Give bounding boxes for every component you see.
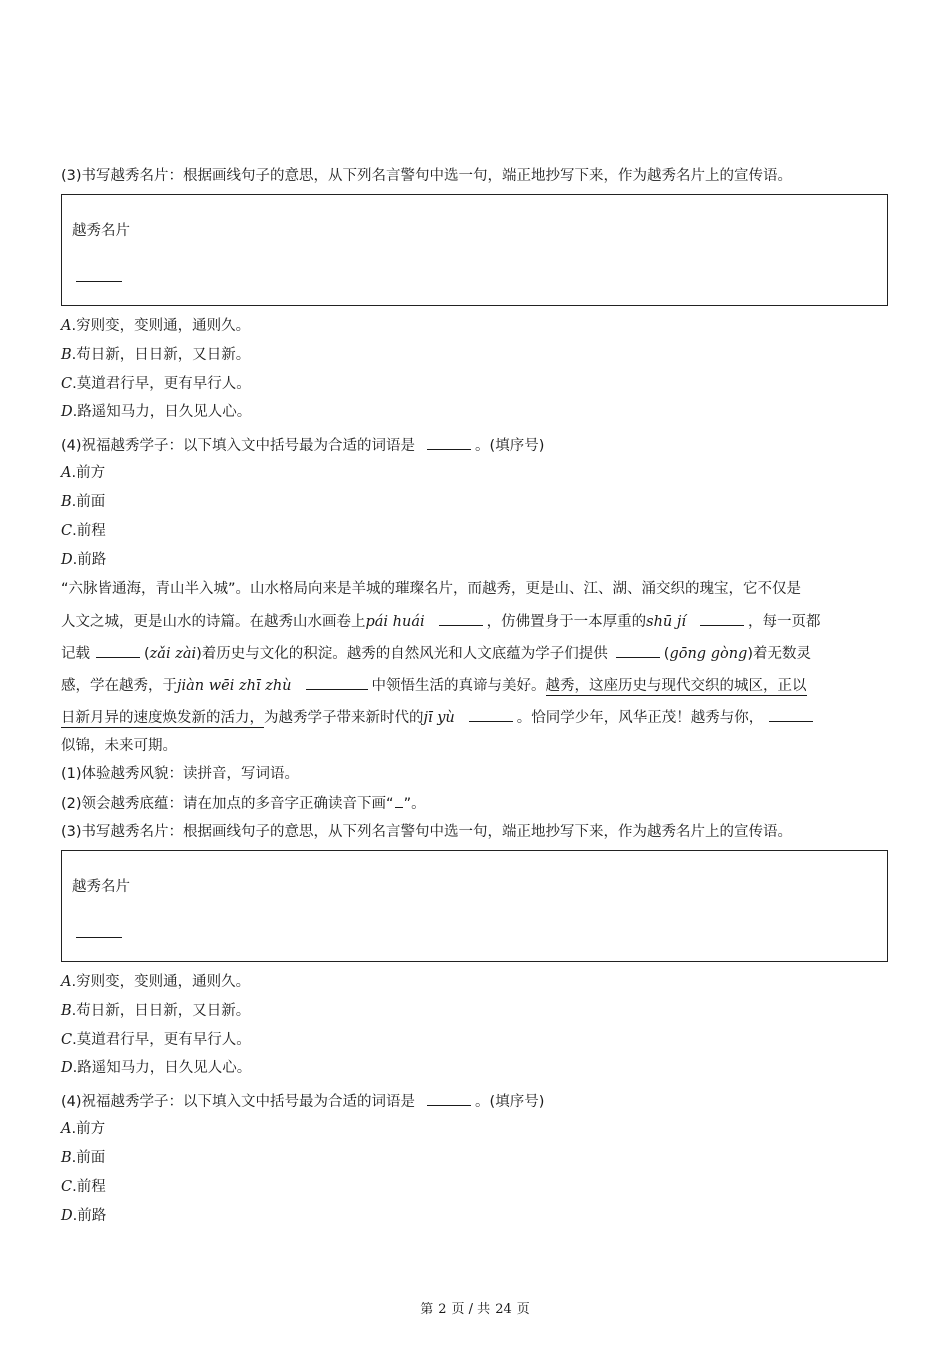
q4-option-a: A.前方 — [61, 465, 106, 481]
pinyin-jian-wei-zhi-zhu: jiàn wēi zhī zhù — [177, 678, 292, 694]
slogan-card-title: 越秀名片 — [72, 223, 130, 239]
q4-option-b: B.前面 — [61, 494, 106, 510]
q3-option-b: B.苟日新，日日新，又日新。 — [61, 347, 251, 363]
question-3-prompt: (3)书写越秀名片：根据画线句子的意思，从下列名言警句中选一句，端正地抄写下来，作为越秀名片上的宣传语。 — [61, 168, 793, 184]
total-page-count: 24 — [495, 1302, 512, 1317]
slogan-card — [61, 194, 888, 306]
pinyin-pai-huai: pái huái — [365, 614, 425, 630]
q3-option-a: A.穷则变，变则通，通则久。 — [61, 974, 251, 990]
q4-option-b: B.前面 — [61, 1150, 106, 1166]
pinyin-gong-gong: gōng gòng — [669, 646, 748, 662]
q4-answer-blank[interactable] — [427, 435, 471, 450]
blank-shu-ji[interactable] — [700, 611, 744, 626]
mark-underline-sample — [395, 793, 403, 808]
q4-option-d: D.前路 — [61, 1208, 107, 1224]
q3-option-d: D.路遥知马力，日久见人心。 — [61, 1060, 252, 1076]
pinyin-shu-ji: shū jí — [646, 614, 687, 630]
q3-option-b: B.苟日新，日日新，又日新。 — [61, 1003, 251, 1019]
question-4-prompt: (4)祝福越秀学子：以下填入文中括号最为合适的词语是 。(填序号) — [61, 435, 544, 456]
slogan-answer-blank[interactable] — [76, 281, 122, 282]
pinyin-zai-zai: zǎi zài — [149, 646, 197, 662]
passage-line-4: 感，学在越秀，于jiàn wēi zhī zhù 中领悟生活的真谛与美好。越秀，这座历史与现代交织的城区，正以 — [61, 675, 891, 696]
q4-option-a: A.前方 — [61, 1121, 106, 1137]
blank-jian-wei-zhi-zhu[interactable] — [306, 675, 368, 690]
slogan-card-repeat — [61, 850, 888, 962]
q4-option-d: D.前路 — [61, 552, 107, 568]
q4-option-c: C.前程 — [61, 523, 106, 539]
slogan-card-title: 越秀名片 — [72, 879, 130, 895]
question-4-prompt-repeat: (4)祝福越秀学子：以下填入文中括号最为合适的词语是 。(填序号) — [61, 1091, 544, 1112]
underlined-sentence-part-2: 日新月异的速度焕发新的活力， — [61, 710, 264, 726]
question-3-prompt-repeat: (3)书写越秀名片：根据画线句子的意思，从下列名言警句中选一句，端正地抄写下来，作为越秀名片上的宣传语。 — [61, 824, 793, 840]
passage-line-1: “六脉皆通海，青山半入城”。山水格局向来是羊城的璀璨名片，而越秀，更是山、江、湖、涌交织的瑰宝，它不仅是 — [61, 581, 802, 597]
pinyin-ji-yu: jī yù — [423, 710, 455, 726]
blank-pai-huai[interactable] — [439, 611, 483, 626]
q3-option-d: D.路遥知马力，日久见人心。 — [61, 404, 252, 420]
question-1-prompt: (1)体验越秀风貌：读拼音，写词语。 — [61, 766, 300, 782]
blank-ji-yu[interactable] — [469, 707, 513, 722]
q3-option-c: C.莫道君行早，更有早行人。 — [61, 1032, 251, 1048]
blank-qian-cheng[interactable] — [769, 707, 813, 722]
blank-ti-gong[interactable] — [616, 643, 660, 658]
passage-line-5: 日新月异的速度焕发新的活力，为越秀学子带来新时代的jī yù 。恰同学少年，风华正茂！越秀与你， — [61, 707, 891, 728]
passage-line-3: 记载 (zǎi zài)着历史与文化的积淀。越秀的自然风光和人文底蕴为学子们提供 (gōng gòng)着无数灵 — [61, 643, 891, 664]
current-page-number: 2 — [438, 1302, 447, 1317]
passage-line-6: 似锦，未来可期。 — [61, 738, 177, 754]
page-footer: 第 2 页 / 共 24 页 — [420, 1302, 530, 1317]
underlined-sentence-part-1: 越秀，这座历史与现代交织的城区，正以 — [545, 678, 807, 694]
blank-ji-zai[interactable] — [96, 643, 140, 658]
q4-option-c: C.前程 — [61, 1179, 106, 1195]
slogan-answer-blank[interactable] — [76, 937, 122, 938]
q4-answer-blank[interactable] — [427, 1091, 471, 1106]
question-2-prompt: (2)领会越秀底蕴：请在加点的多音字正确读音下画“ ”。 — [61, 793, 426, 814]
q3-option-c: C.莫道君行早，更有早行人。 — [61, 376, 251, 392]
passage-line-2: 人文之城，更是山水的诗篇。在越秀山水画卷上pái huái ，仿佛置身于一本厚重的shū jí ，每一页都 — [61, 611, 891, 632]
q3-option-a: A.穷则变，变则通，通则久。 — [61, 318, 251, 334]
